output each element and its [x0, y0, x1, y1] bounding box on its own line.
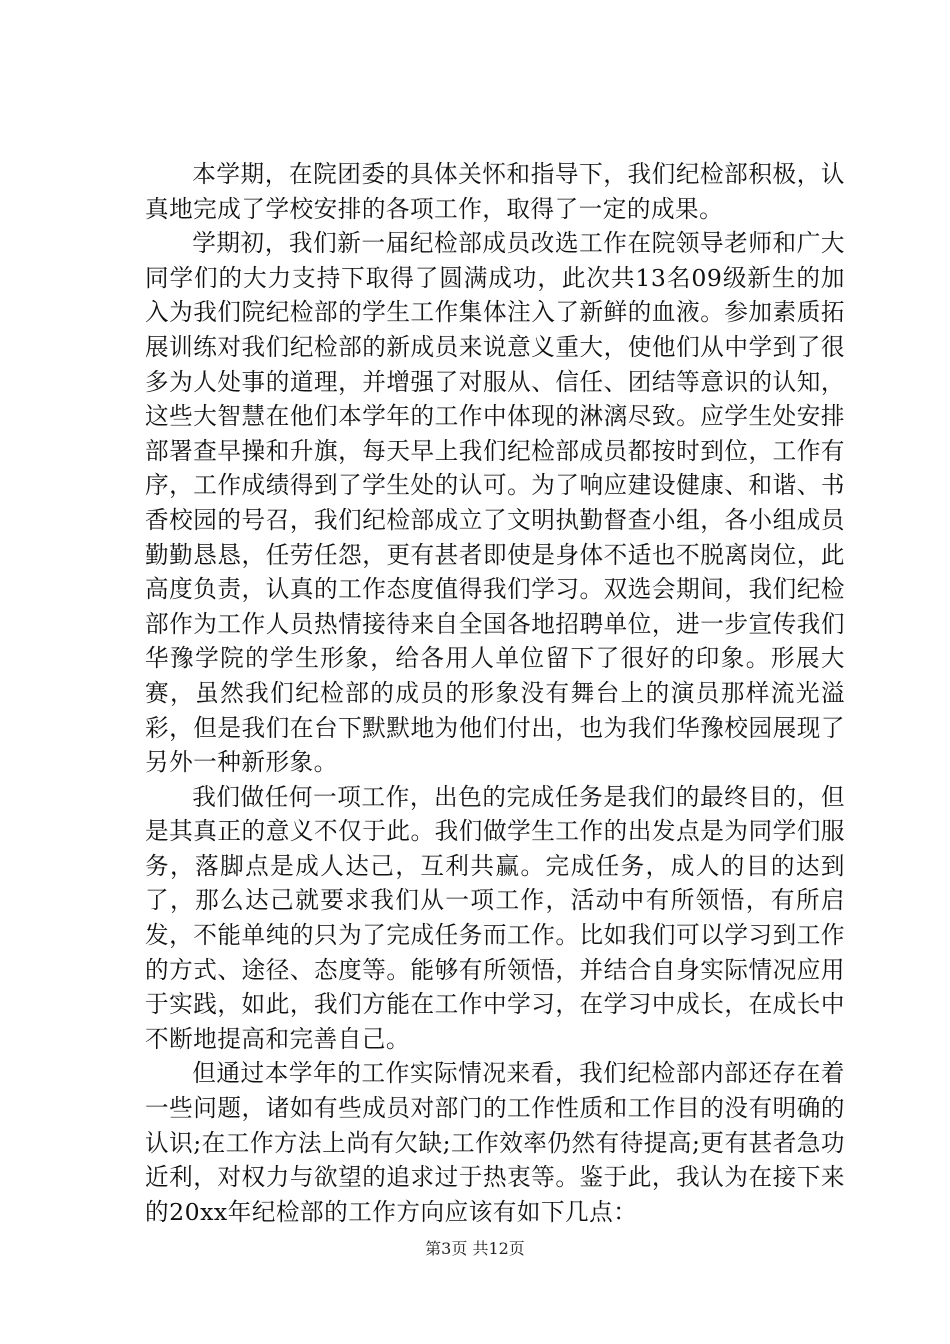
paragraph-1: 本学期，在院团委的具体关怀和指导下，我们纪检部积极，认真地完成了学校安排的各项工作，取得了一定的成果。 [145, 160, 845, 223]
page-footer: 第3页 共12页 [425, 1239, 525, 1258]
paragraph-3: 我们做任何一项工作，出色的完成任务是我们的最终目的，但是其真正的意义不仅于此。我们做学生工作的出发点是为同学们服务，落脚点是成人达己，互利共赢。完成任务，成人的目的达到了，那么达己就要求我们从一项工作，活动中有所领悟，有所启发，不能单纯的只为了完成任务而工作。比如我们可以学习到工作的方式、途径、态度等。能够有所领悟，并结合自身实际情况应用于实践，如此，我们方能在工作中学习，在学习中成长，在成长中不断地提高和完善自己。 [145, 782, 845, 1053]
paragraph-4: 但通过本学年的工作实际情况来看，我们纪检部内部还存在着一些问题，诸如有些成员对部门的工作性质和工作目的没有明确的认识;在工作方法上尚有欠缺;工作效率仍然有待提高;更有甚者急功近利，对权力与欲望的追求过于热衷等。鉴于此，我认为在接下来的20xx年纪检部的工作方向应该有如下几点： [145, 1059, 845, 1226]
document-body [145, 157, 845, 1229]
paragraph-2: 学期初，我们新一届纪检部成员改选工作在院领导老师和广大同学们的大力支持下取得了圆满成功，此次共13名09级新生的加入为我们院纪检部的学生工作集体注入了新鲜的血液。参加素质拓展训练对我们纪检部的新成员来说意义重大，使他们从中学到了很多为人处事的道理，并增强了对服从、信任、团结等意识的认知，这些大智慧在他们本学年的工作中体现的淋漓尽致。应学生处安排部署查早操和升旗，每天早上我们纪检部成员都按时到位，工作有序，工作成绩得到了学生处的认可。为了响应建设健康、和谐、书香校园的号召，我们纪检部成立了文明执勤督查小组，各小组成员勤勤恳恳，任劳任怨，更有甚者即使是身体不适也不脱离岗位，此高度负责，认真的工作态度值得我们学习。双选会期间，我们纪检部作为工作人员热情接待来自全国各地招聘单位，进一步宣传我们华豫学院的学生形象，给各用人单位留下了很好的印象。形展大赛，虽然我们纪检部的成员的形象没有舞台上的演员那样流光溢彩，但是我们在台下默默地为他们付出，也为我们华豫校园展现了另外一种新形象。 [145, 229, 845, 777]
